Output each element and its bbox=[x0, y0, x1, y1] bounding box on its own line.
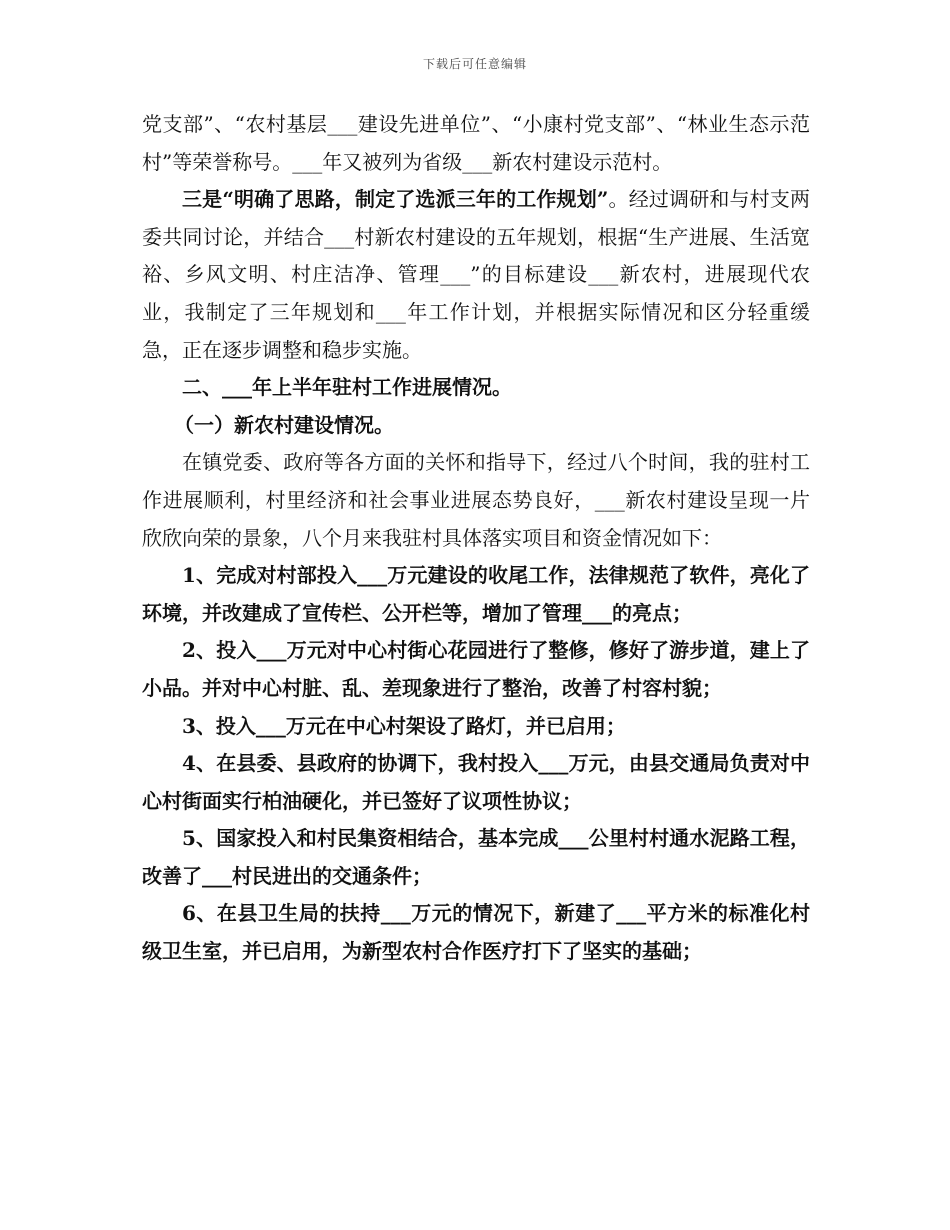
section-heading-progress: 二、___年上半年驻村工作进展情况。 bbox=[182, 375, 512, 400]
paragraph-planning-rest: 。经过调研和与村支两委共同讨论，并结合___村新农村建设的五年规划，根据“生产进展、生活宽裕、乡风文明、村庄洁净、管理___”的目标建设___新农村，进展现代农业，我制定了三年规划和___年工作计划，并根据实际情况和区分轻重缓急，正在逐步调整和稳步实施。 bbox=[142, 187, 810, 362]
paragraph-overview: 在镇党委、政府等各方面的关怀和指导下，经过八个时间，我的驻村工作进展顺利，村里经济和社会事业进展态势良好，___新农村建设呈现一片欣欣向荣的景象，八个月来我驻村具体落实项目和资金情况如下： bbox=[142, 450, 810, 550]
document-body bbox=[142, 106, 810, 971]
list-item-3: 3、投入___万元在中心村架设了路灯，并已启用； bbox=[182, 713, 626, 738]
subsection-heading-construction: （一）新农村建设情况。 bbox=[174, 412, 394, 437]
list-item-1: 1、完成对村部投入___万元建设的收尾工作，法律规范了软件，亮化了环境，并改建成了宣传栏、公开栏等，增加了管理___的亮点； bbox=[142, 563, 810, 625]
header-note: 下载后可任意编辑 bbox=[422, 57, 527, 71]
list-item-4: 4、在县委、县政府的协调下，我村投入___万元，由县交通局负责对中心村街面实行柏油硬化，并已签好了议项性协议； bbox=[142, 751, 810, 813]
list-item-6: 6、在县卫生局的扶持___万元的情况下，新建了___平方米的标准化村级卫生室，并已启用，为新型农村合作医疗打下了坚实的基础； bbox=[142, 901, 810, 964]
paragraph-honors: 党支部”、“农村基层___建设先进单位”、“小康村党支部”、“林业生态示范村”等荣誉称号。___年又被列为省级___新农村建设示范村。 bbox=[142, 112, 810, 174]
list-item-2: 2、投入___万元对中心村街心花园进行了整修，修好了游步道，建上了小品。并对中心村脏、乱、差现象进行了整治，改善了村容村貌； bbox=[142, 638, 810, 700]
paragraph-planning bbox=[142, 181, 810, 369]
list-item-5: 5、国家投入和村民集资相结合，基本完成___公里村村通水泥路工程，改善了___村民进出的交通条件； bbox=[142, 826, 810, 888]
paragraph-planning-lead: 三是“明确了思路，制定了选派三年的工作规划” bbox=[182, 187, 609, 212]
